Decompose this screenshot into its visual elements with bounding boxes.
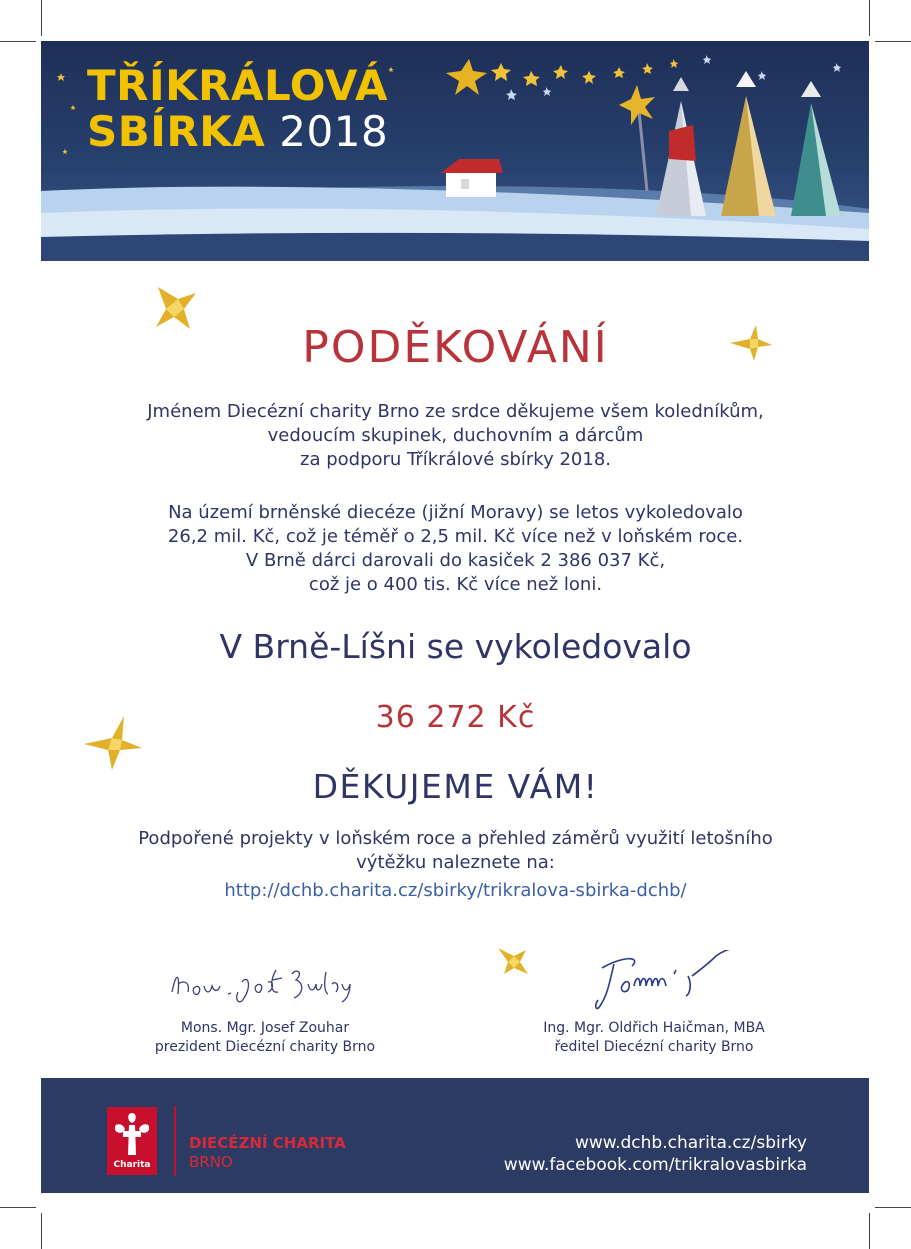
footer-link-facebook[interactable]: www.facebook.com/trikralovasbirka — [503, 1155, 807, 1175]
local-collection-line: V Brně-Líšni se vykoledovalo — [219, 627, 692, 666]
intro-line: vedoucím skupinek, duchovním a dárcům — [267, 425, 644, 446]
signature-block — [494, 1019, 814, 1057]
signatory-name: Ing. Mgr. Oldřich Haičman, MBA — [543, 1020, 765, 1036]
page-title: PODĚKOVÁNÍ — [302, 322, 609, 373]
intro-line: Jménem Diecézní charity Brno ze srdce děkujeme všem koledníkům, — [147, 401, 764, 422]
signature-haicman — [592, 950, 752, 1016]
gold-star-icon — [496, 944, 530, 976]
crop-mark — [0, 1207, 36, 1208]
banner-title — [87, 63, 388, 155]
signature-block — [105, 1019, 425, 1057]
projects-line: výtěžku naleznete na: — [356, 852, 555, 873]
org-name — [189, 1134, 346, 1172]
banner-title-line1: TŘÍKRÁLOVÁ — [87, 61, 389, 110]
intro-line: za podporu Tříkrálové sbírky 2018. — [300, 449, 611, 470]
signatory-role: ředitel Diecézní charity Brno — [554, 1039, 754, 1055]
logo-divider — [174, 1106, 176, 1176]
thanks-heading: DĚKUJEME VÁM! — [312, 767, 599, 806]
signature-zouhar — [168, 962, 368, 1006]
results-line: což je o 400 tis. Kč více než loni. — [308, 574, 603, 595]
charita-cross-icon — [107, 1107, 157, 1161]
org-city: BRNO — [189, 1153, 233, 1171]
intro-paragraph — [60, 400, 851, 472]
results-paragraph — [60, 501, 851, 597]
signatory-role: prezident Diecézní charity Brno — [154, 1039, 376, 1055]
crop-mark — [869, 1213, 870, 1249]
footer-links — [504, 1132, 807, 1176]
charita-logo-text: Charita — [113, 1160, 151, 1170]
org-name-line: DIECÉZNÍ CHARITA — [189, 1134, 346, 1152]
crop-mark — [875, 1207, 911, 1208]
crop-mark — [41, 0, 42, 36]
crop-mark — [0, 41, 36, 42]
banner-title-line2: SBÍRKA — [87, 107, 266, 156]
banner-year: 2018 — [279, 107, 389, 156]
signatory-name: Mons. Mgr. Josef Zouhar — [180, 1020, 350, 1036]
header-banner — [41, 41, 869, 261]
projects-line: Podpořené projekty v loňském roce a přehled záměrů využití letošního — [138, 828, 773, 849]
footer-link-website[interactable]: www.dchb.charita.cz/sbirky — [574, 1133, 807, 1153]
projects-paragraph — [60, 827, 851, 875]
results-line: 26,2 mil. Kč, což je téměř o 2,5 mil. Kč více než v loňském roce. — [167, 526, 744, 547]
sbirka-link[interactable]: http://dchb.charita.cz/sbirky/trikralova-sbirka-dchb/ — [224, 880, 687, 901]
crop-mark — [869, 0, 870, 36]
crop-mark — [875, 41, 911, 42]
footer-bar — [41, 1078, 869, 1193]
crop-mark — [41, 1213, 42, 1249]
collected-amount: 36 272 Kč — [375, 700, 536, 735]
results-line: V Brně dárci darovali do kasiček 2 386 037 Kč, — [245, 550, 666, 571]
results-line: Na území brněnské diecéze (jižní Moravy) se letos vykoledovalo — [168, 502, 743, 523]
